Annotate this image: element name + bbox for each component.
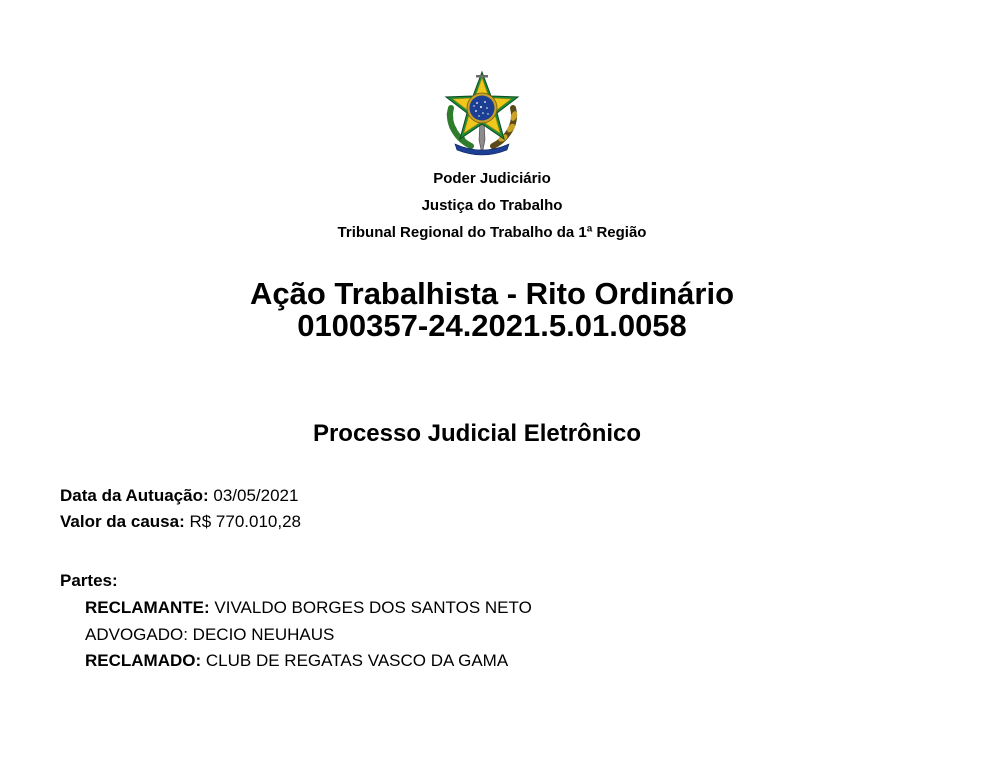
party-reclamado [85,651,508,671]
header-tribunal-regional: Tribunal Regional do Trabalho da 1ª Região [337,224,647,241]
party-role: RECLAMANTE: [85,598,210,617]
field-label: Data da Autuação: [60,486,209,505]
party-reclamante [85,598,532,618]
party-role: RECLAMADO: [85,651,202,670]
header-poder-judiciario: Poder Judiciário [433,170,551,187]
party-name: CLUB DE REGATAS VASCO DA GAMA [205,651,509,670]
process-number: 0100357-24.2021.5.01.0058 [297,308,687,343]
document-title: Ação Trabalhista - Rito Ordinário [249,276,735,311]
field-value: R$ 770.010,28 [189,512,302,531]
header-justica-trabalho: Justiça do Trabalho [421,197,563,214]
field-valor-causa [60,512,301,532]
party-advogado-text: ADVOGADO: DECIO NEUHAUS [85,625,335,644]
party-name: VIVALDO BORGES DOS SANTOS NETO [214,598,532,617]
document-subtitle: Processo Judicial Eletrônico [312,420,642,447]
party-advogado [85,625,334,645]
field-value: 03/05/2021 [213,486,299,505]
partes-heading [60,571,118,591]
field-label: Valor da causa: [60,512,185,531]
partes-label: Partes: [60,571,118,590]
field-data-autuacao [60,486,298,506]
brazil-coat-of-arms-icon [441,70,523,158]
